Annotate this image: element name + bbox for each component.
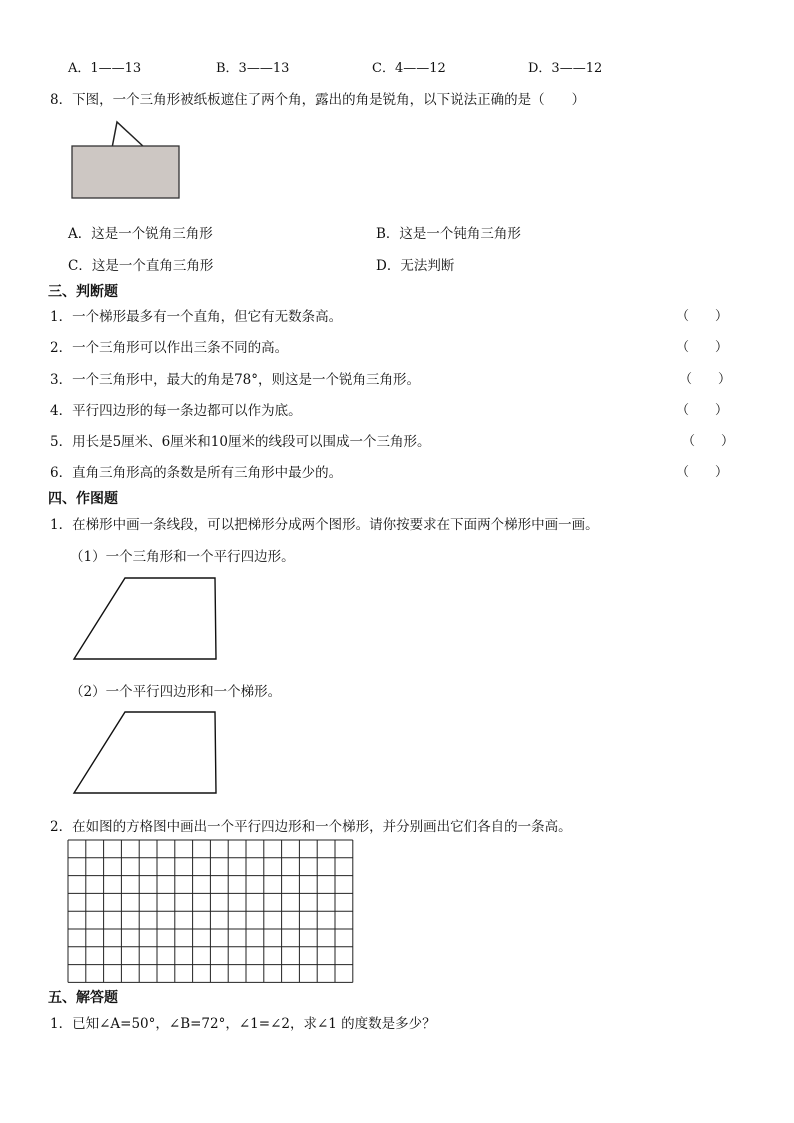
section-answer-title: 五、解答题 [48,990,118,1006]
cardboard-triangle-figure [70,118,182,202]
q8-option-a: A．这是一个锐角三角形 [68,226,213,242]
judgement-item-5: 5．用长是5厘米、6厘米和10厘米的线段可以围成一个三角形。 [50,434,431,450]
q8-option-c: C．这是一个直角三角形 [68,258,214,274]
drawing-question-1-part-2: （2）一个平行四边形和一个梯形。 [70,684,282,700]
q7-option-a: A．1——13 [68,61,142,76]
drawing-question-1: 1．在梯形中画一条线段，可以把梯形分成两个图形。请你按要求在下面两个梯形中画一画。 [50,517,599,533]
q7-option-d: D．3——12 [528,61,603,76]
trapezoid-figure-1 [73,577,219,662]
judgement-item-2: 2．一个三角形可以作出三条不同的高。 [50,340,289,356]
q7-option-c: C．4——12 [372,61,446,76]
q8-option-b: B．这是一个钝角三角形 [376,226,521,242]
judgement-item-3: 3．一个三角形中，最大的角是78°，则这是一个锐角三角形。 [50,372,421,388]
answer-paren-6: （ ） [676,465,729,480]
judgement-item-4: 4．平行四边形的每一条边都可以作为底。 [50,403,302,419]
answer-paren-1: （ ） [676,309,729,324]
answer-question-1: 1．已知∠A=50°，∠B=72°，∠1=∠2，求∠1 的度数是多少？ [50,1016,436,1032]
drawing-question-2: 2．在如图的方格图中画出一个平行四边形和一个梯形，并分别画出它们各自的一条高。 [50,819,572,835]
square-grid [67,839,353,985]
q7-option-b: B．3——13 [216,61,290,76]
section-drawing-title: 四、作图题 [48,491,118,507]
section-judgement-title: 三、判断题 [48,284,118,300]
answer-paren-5: （ ） [682,434,735,449]
answer-paren-2: （ ） [676,340,729,355]
q8-question: 8．下图，一个三角形被纸板遮住了两个角，露出的角是锐角，以下说法正确的是（ ） [50,92,586,108]
q8-option-d: D．无法判断 [376,258,455,274]
judgement-item-1: 1．一个梯形最多有一个直角，但它有无数条高。 [50,309,343,325]
answer-paren-3: （ ） [679,372,732,387]
trapezoid-figure-2 [73,711,219,796]
judgement-item-6: 6．直角三角形高的条数是所有三角形中最少的。 [50,465,343,481]
answer-paren-4: （ ） [676,403,729,418]
drawing-question-1-part-1: （1）一个三角形和一个平行四边形。 [70,549,295,565]
